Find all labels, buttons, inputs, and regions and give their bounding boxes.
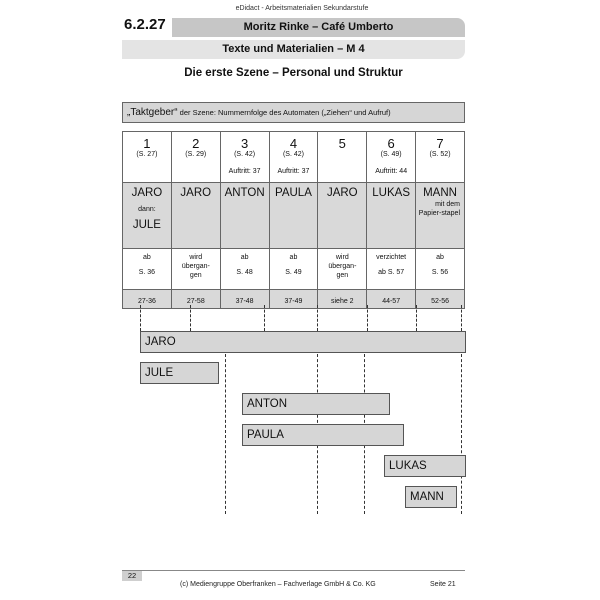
timeline-bar-paula: PAULA [242,424,404,446]
col-4-status [269,249,318,290]
name-row [123,183,465,249]
unit-code: 6.2.27 [124,16,166,33]
footer-divider [122,570,465,571]
character-name: JARO [131,187,163,199]
status-text: ab [289,254,298,261]
col-5-name [318,183,367,249]
col-page: (S. 29) [185,151,207,158]
col-2-header [171,132,220,183]
col-1-name [123,183,172,249]
structure-table [122,131,465,309]
author-title-band [172,18,465,37]
col-number: 4 [289,136,298,151]
col-1-header [123,132,172,183]
col-auftritt: Auftritt: 44 [375,168,408,175]
status-text: ab [240,254,249,261]
status-page: ab S. 57 [378,269,405,276]
status-page: S. 36 [138,269,156,276]
character-name: JARO [180,187,212,199]
col-7-status [416,249,465,290]
taktgeber-box [122,102,465,123]
col-2-range [171,290,220,309]
status-page: S. 48 [236,269,253,276]
timeline-bar-lukas: LUKAS [384,455,466,477]
col-page: (S. 52) [429,151,451,158]
page-range: 37-48 [235,298,254,305]
col-page: (S. 42) [234,151,256,158]
col-4-name [269,183,318,249]
col-page: (S. 42) [282,151,304,158]
status-text-2: übergan-gen [328,263,357,279]
col-6-status [367,249,416,290]
status-text: ab [436,254,444,261]
character-name: ANTON [224,187,265,199]
col-4-range [269,290,318,309]
page-range: 52-56 [431,298,449,305]
col-auftritt: Auftritt: 37 [277,168,310,175]
then-label: dann: [138,206,156,213]
footer-page-number: Seite 21 [430,581,456,588]
page-range: siehe 2 [331,298,354,305]
col-number: 7 [436,136,444,151]
page-title: Die erste Szene – Personal und Struktur [184,67,403,79]
page-range: 44-57 [382,298,401,305]
taktgeber-line [123,103,464,122]
taktgeber-text: der Szene: Nummernfolge des Automaten („Ziehen“ und Aufruf) [177,108,391,117]
col-number: 1 [143,136,151,151]
name-note: mit dem Papier-stapel [418,201,460,217]
material-label: Texte und Materialien – M 4 [222,43,365,55]
tick-line [140,305,141,331]
col-7-header [416,132,465,183]
col-number: 6 [387,136,395,151]
status-page: S. 49 [285,269,302,276]
col-3-name [220,183,269,249]
col-5-range [318,290,367,309]
col-4-header [269,132,318,183]
tick-line [461,305,462,331]
col-5-status [318,249,367,290]
col-3-header [220,132,269,183]
tick-line [367,305,368,331]
taktgeber-label: „Taktgeber“ [127,107,178,118]
col-6-range [367,290,416,309]
col-number: 5 [338,136,346,151]
series-label: eDidact - Arbeitsmaterialien Sekundarstufe [235,5,369,12]
character-name: JARO [326,187,358,199]
character-name: MANN [423,187,457,199]
character-name: LUKAS [372,187,410,199]
author-title: Moritz Rinke – Café Umberto [243,21,394,33]
col-6-name [367,183,416,249]
page-range: 37-49 [284,298,303,305]
character-name: PAULA [275,187,312,199]
timeline-bar-jule: JULE [140,362,219,384]
tick-line [416,305,417,331]
col-auftritt: Auftritt: 37 [228,168,261,175]
col-1-status [123,249,172,290]
status-row [123,249,465,290]
timeline-bar-jaro: JARO [140,331,466,353]
timeline-line [461,354,462,514]
page-badge: 22 [122,571,142,581]
col-1-range [123,290,172,309]
page-range: 27-36 [137,298,156,305]
footer-copyright: (c) Mediengruppe Oberfranken – Fachverlage GmbH & Co. KG [180,581,376,588]
col-6-header [367,132,416,183]
status-page: S. 56 [431,269,449,276]
col-3-status [220,249,269,290]
status-text: wird [189,254,203,261]
col-2-status [171,249,220,290]
col-number: 2 [192,136,200,151]
col-2-name [171,183,220,249]
timeline-bar-anton: ANTON [242,393,390,415]
col-3-range [220,290,269,309]
range-row [123,290,465,309]
material-band [122,40,465,59]
col-7-range [416,290,465,309]
timeline-bar-mann: MANN [405,486,457,508]
col-5-header [318,132,367,183]
col-page: (S. 27) [136,151,158,158]
status-text: verzichtet [376,254,407,261]
col-number: 3 [240,136,249,151]
page-range: 27-58 [186,298,205,305]
number-row [123,132,465,183]
col-page: (S. 49) [380,151,402,158]
tick-line [264,305,265,331]
timeline-line [225,354,226,514]
status-text: wird [335,254,349,261]
character-name: JULE [132,219,161,231]
col-7-name [416,183,465,249]
status-text: ab [143,254,151,261]
status-text-2: übergan-gen [181,263,210,279]
tick-line [190,305,191,331]
tick-line [317,305,318,331]
